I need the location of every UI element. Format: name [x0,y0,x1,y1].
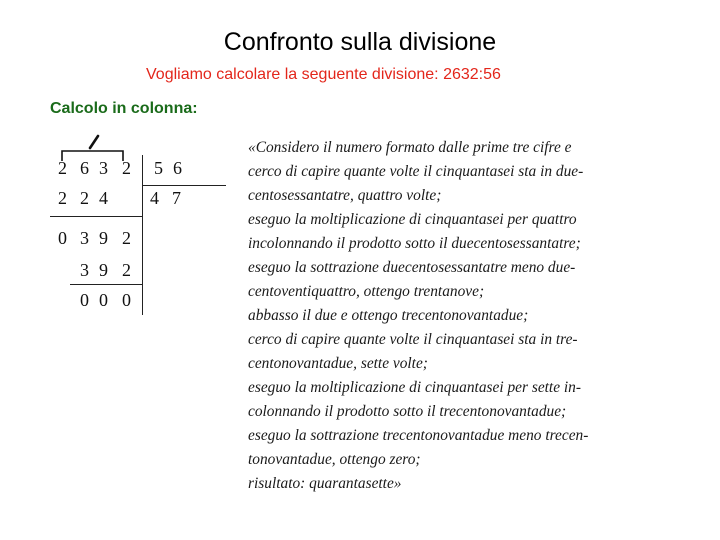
explanation-line: eseguo la moltiplicazione di cinquantasei per quattro [248,211,577,228]
explanation-line: incolonnando il prodotto sotto il duecentosessantatre; [248,235,581,252]
explanation-text [248,136,668,496]
dividend-digit: 3 [99,158,108,178]
division-vertical-line [142,155,143,315]
explanation-line: abbasso il due e ottengo trecentonovantadue; [248,307,529,324]
quotient-digit: 7 [172,188,181,208]
product-digit: 2 [122,260,131,280]
explanation-line: eseguo la sottrazione trecentonovantadue meno trecen- [248,427,589,444]
long-division-diagram [48,130,238,320]
explanation-line: centonovantadue, sette volte; [248,355,428,372]
product-digit: 2 [80,188,89,208]
product-digit: 9 [99,260,108,280]
quotient-digit: 4 [150,188,159,208]
product-digit: 4 [99,188,108,208]
remainder-digit: 3 [80,228,89,248]
divisor-underline [142,185,226,186]
subtraction-line [50,216,142,217]
explanation-line: «Considero il numero formato dalle prime tre cifre e [248,139,572,156]
dividend-digit: 6 [80,158,89,178]
divisor-digit: 5 [154,158,163,178]
final-digit: 0 [122,290,131,310]
explanation-line: cerco di capire quante volte il cinquantasei sta in due- [248,163,584,180]
explanation-line: eseguo la moltiplicazione di cinquantasei per sette in- [248,379,581,396]
explanation-line: centosessantatre, quattro volte; [248,187,442,204]
slide-subtitle: Vogliamo calcolare la seguente divisione: 2632:56 [146,66,501,83]
explanation-line: risultato: quarantasette» [248,475,402,492]
explanation-line: eseguo la sottrazione duecentosessantatre meno due- [248,259,576,276]
explanation-line: tonovantadue, ottengo zero; [248,451,421,468]
remainder-digit: 9 [99,228,108,248]
subtraction-line [70,284,142,285]
section-label: Calcolo in colonna: [50,100,198,117]
explanation-line: cerco di capire quante volte il cinquantasei sta in tre- [248,331,578,348]
product-digit: 3 [80,260,89,280]
remainder-digit: 0 [58,228,67,248]
explanation-line: colonnando il prodotto sotto il trecentonovantadue; [248,403,567,420]
divisor-digit: 6 [173,158,182,178]
final-digit: 0 [99,290,108,310]
product-digit: 2 [58,188,67,208]
slide-title: Confronto sulla divisione [223,28,497,56]
dividend-digit: 2 [58,158,67,178]
dividend-digit: 2 [122,158,131,178]
grouping-bracket [60,148,126,162]
remainder-digit: 2 [122,228,131,248]
explanation-line: centoventiquattro, ottengo trentanove; [248,283,485,300]
final-digit: 0 [80,290,89,310]
